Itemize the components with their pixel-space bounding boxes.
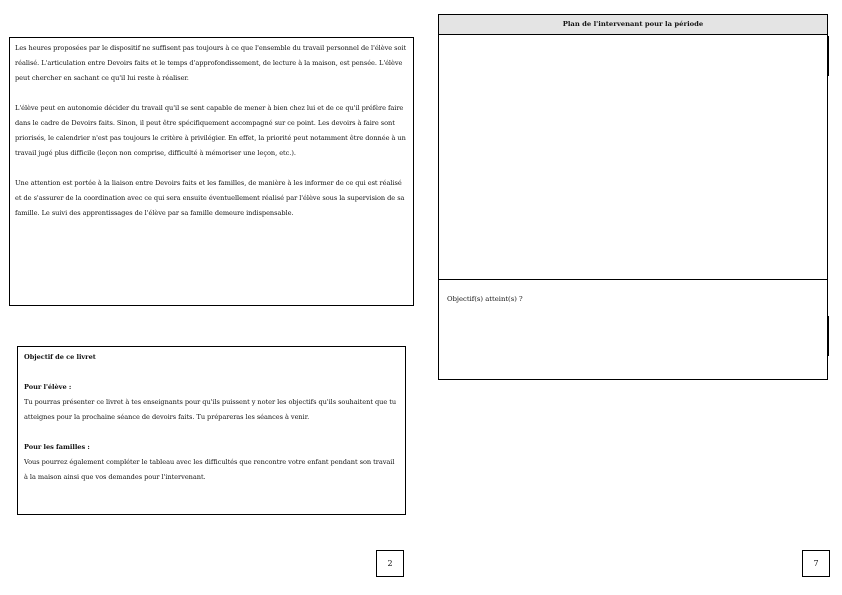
intro-paragraph-3: Une attention est portée à la liaison entre Devoirs faits et les familles, de manière à les informer de ce qui est réalisé et de s'assurer de la coordination avec ce qui sera ensuite éventuellement réalisé par l'élève sous la supervision de sa famille. Le suivi des apprentissages de l'élève par sa famille demeure indispensable.: [15, 179, 405, 217]
intervenant-plan-table: [438, 14, 828, 380]
page-number-right: 7: [802, 550, 830, 577]
intro-paragraph-1: Les heures proposées par le dispositif ne suffisent pas toujours à ce que l'ensemble du travail personnel de l'élève soit réalisé. L'articulation entre Devoirs faits et le temps d'approfondissement, de lecture à la maison, est pensée. L'élève peut chercher en sachant ce qu'il lui reste à réaliser.: [15, 44, 407, 82]
family-text: Vous pourrez également compléter le tableau avec les difficultés que rencontre votre enfant pendant son travail à la maison ainsi que vos demandes pour l'intervenant.: [24, 458, 395, 481]
booklet-objective-box: [17, 346, 406, 515]
plan-title: Plan de l'intervenant pour la période: [439, 15, 827, 35]
margin-mark: [828, 316, 829, 356]
intro-paragraph-2: L'élève peut en autonomie décider du travail qu'il se sent capable de mener à bien chez lui et de ce qu'il préfère faire dans le cadre de Devoirs faits. Sinon, il peut être spécifiquement accompagné sur ce point. Les devoirs à faire sont priorisés, le calendrier n'est pas toujours le critère à privilégier. En effet, la priorité peut notamment être donnée à un travail jugé plus difficile (leçon non comprise, difficulté à mémoriser une leçon, etc.).: [15, 104, 406, 157]
objectives-reached-label: Objectif(s) atteint(s) ?: [447, 295, 523, 303]
plan-notes-area: [439, 35, 827, 280]
student-heading: Pour l'élève :: [24, 383, 72, 391]
intro-text-box: [9, 37, 414, 306]
student-text: Tu pourras présenter ce livret à tes enseignants pour qu'ils puissent y noter les objectifs qu'ils souhaitent que tu atteignes pour la prochaine séance de devoirs faits. Tu prépareras les séances à venir.: [24, 398, 397, 421]
margin-mark: [828, 36, 829, 76]
objective-heading: Objectif de ce livret: [24, 353, 96, 361]
page-number-left: 2: [376, 550, 404, 577]
family-heading: Pour les familles :: [24, 443, 90, 451]
